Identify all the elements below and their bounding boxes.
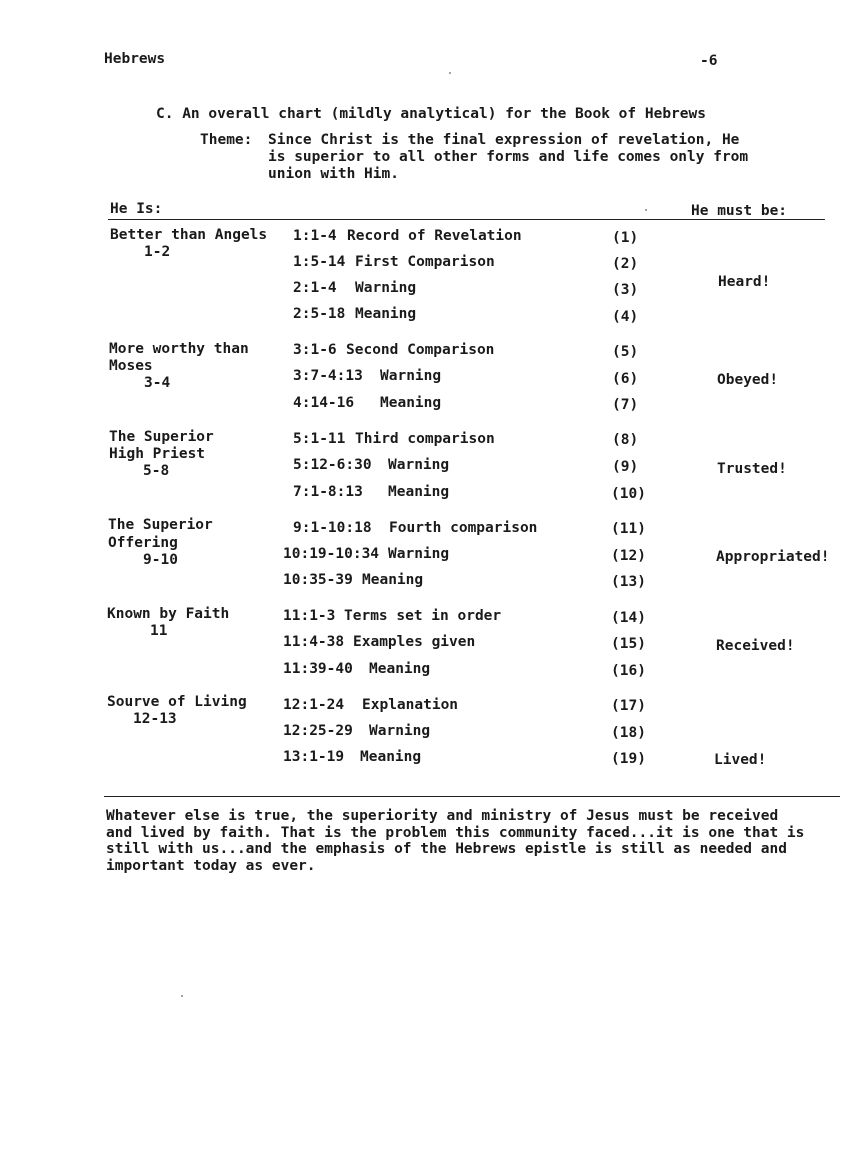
entry-label: Fourth comparison [389, 520, 538, 536]
entry-ref: 9:1-10:18 [293, 520, 372, 536]
entry-label: Warning [388, 457, 450, 473]
entry-ref: 2:1-4 [293, 280, 337, 296]
entry-number: (7) [612, 397, 639, 413]
entry-label: Meaning [360, 749, 422, 765]
entry-number: (16) [611, 663, 646, 679]
entry-number: (10) [611, 486, 646, 502]
conclusion-paragraph: Whatever else is true, the superiority and ministry of Jesus must be received and lived by faith. That is the problem this community faced...it is one that is still with us...and the emphasis of the Hebrews epistle is still as needed and important today as ever. [106, 808, 805, 874]
entry-number: (14) [611, 610, 646, 626]
group-chapters: 5-8 [143, 463, 170, 479]
section-heading: C. An overall chart (mildly analytical) for the Book of Hebrews [156, 106, 706, 122]
entry-number: (8) [612, 432, 639, 448]
entry-ref: 10:35-39 [283, 572, 353, 588]
entry-ref: 10:19-10:34 [283, 546, 380, 562]
entry-ref: 2:5-18 [293, 306, 346, 322]
group-title: Better than Angels [110, 227, 268, 243]
group-chapters: 3-4 [144, 375, 171, 391]
column-header-he-is: He Is: [110, 201, 163, 217]
group-title: Sourve of Living [107, 694, 247, 710]
entry-ref: 5:1-11 [293, 431, 346, 447]
entry-label: Warning [380, 368, 442, 384]
entry-number: (17) [611, 698, 646, 714]
entry-label: Meaning [380, 395, 442, 411]
entry-number: (2) [612, 256, 639, 272]
must-be-label: Obeyed! [717, 372, 779, 388]
theme-line: is superior to all other forms and life comes only from [268, 149, 749, 165]
entry-label: Second Comparison [346, 342, 495, 358]
entry-ref: 4:14-16 [293, 395, 355, 411]
chart-top-rule [108, 219, 825, 220]
entry-number: (4) [612, 309, 639, 325]
entry-number: (5) [612, 344, 639, 360]
theme-line: Since Christ is the final expression of revelation, He [268, 132, 740, 148]
entry-label: Meaning [388, 484, 450, 500]
entry-label: Meaning [355, 306, 417, 322]
group-chapters: 9-10 [143, 552, 178, 568]
entry-number: (3) [612, 282, 639, 298]
group-chapters: 11 [150, 623, 168, 639]
entry-ref: 12:25-29 [283, 723, 353, 739]
entry-ref: 5:12-6:30 [293, 457, 372, 473]
entry-ref: 13:1-19 [283, 749, 345, 765]
group-title: The Superior [108, 517, 213, 533]
entry-label: Third comparison [355, 431, 495, 447]
group-title: More worthy than [109, 341, 249, 357]
entry-number: (6) [612, 371, 639, 387]
scan-speck [449, 72, 451, 74]
entry-label: Meaning [362, 572, 424, 588]
running-header-title: Hebrews [104, 51, 166, 67]
entry-label: Warning [388, 546, 450, 562]
entry-ref: 1:5-14 [293, 254, 346, 270]
scan-speck [645, 209, 647, 211]
group-title: Moses [109, 358, 153, 374]
entry-ref: 11:39-40 [283, 661, 353, 677]
entry-ref: 11:4-38 [283, 634, 345, 650]
column-header-he-must-be: He must be: [691, 203, 788, 219]
entry-ref: 7:1-8:13 [293, 484, 363, 500]
scan-speck [181, 995, 183, 997]
entry-label: Warning [355, 280, 417, 296]
chart-bottom-rule [104, 796, 840, 797]
entry-number: (13) [611, 574, 646, 590]
entry-number: (1) [612, 230, 639, 246]
entry-number: (11) [611, 521, 646, 537]
entry-label: Record of Revelation [347, 228, 522, 244]
entry-number: (19) [611, 751, 646, 767]
entry-ref: 3:7-4:13 [293, 368, 363, 384]
must-be-label: Heard! [718, 274, 771, 290]
entry-number: (12) [611, 548, 646, 564]
entry-label: Warning [369, 723, 431, 739]
entry-number: (18) [611, 725, 646, 741]
must-be-label: Trusted! [717, 461, 787, 477]
group-title: The Superior [109, 429, 214, 445]
group-title: High Priest [109, 446, 206, 462]
theme-line: union with Him. [268, 166, 399, 182]
group-title: Offering [108, 535, 178, 551]
entry-ref: 12:1-24 [283, 697, 345, 713]
entry-ref: 1:1-4 [293, 228, 337, 244]
entry-label: Terms set in order [344, 608, 502, 624]
entry-ref: 11:1-3 [283, 608, 336, 624]
must-be-label: Lived! [714, 752, 767, 768]
entry-number: (9) [612, 459, 639, 475]
group-chapters: 12-13 [133, 711, 177, 727]
entry-label: Explanation [362, 697, 459, 713]
theme-label: Theme: [200, 132, 253, 148]
entry-label: Meaning [369, 661, 431, 677]
group-chapters: 1-2 [144, 244, 171, 260]
entry-label: First Comparison [355, 254, 495, 270]
entry-label: Examples given [353, 634, 476, 650]
must-be-label: Received! [716, 638, 795, 654]
page-number: -6 [700, 53, 718, 69]
entry-ref: 3:1-6 [293, 342, 337, 358]
must-be-label: Appropriated! [716, 549, 830, 565]
entry-number: (15) [611, 636, 646, 652]
group-title: Known by Faith [107, 606, 230, 622]
